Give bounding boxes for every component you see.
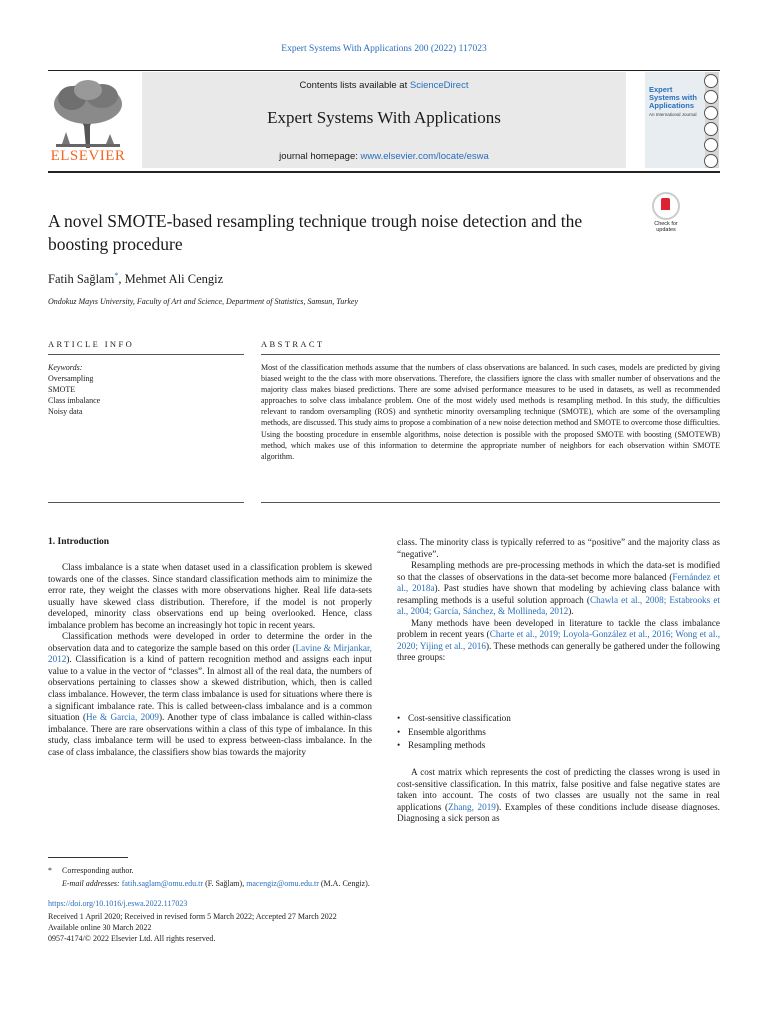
citation-link[interactable]: Lavine & Mirjankar, 2012: [48, 642, 372, 665]
email-note: [62, 879, 370, 889]
article-title: A novel SMOTE-based resampling technique trough noise detection and the boosting procedure: [48, 211, 583, 254]
affiliation: Ondokuz Mayıs University, Faculty of Art and Science, Department of Statistics, Samsun, Turkey: [48, 297, 359, 306]
abstract-label: ABSTRACT: [261, 339, 325, 349]
journal-reference[interactable]: Expert Systems With Applications 200 (2022) 117023: [281, 44, 487, 54]
footnote-rule: [48, 857, 128, 858]
email-owner: (F. Sağlam),: [203, 879, 247, 888]
corresponding-author-note: [48, 866, 134, 876]
text-run: ). Examples of these conditions include disease diagnoses. Diagnosing a sick person as: [397, 801, 720, 824]
text-run: ). Past studies have shown that modeling by achieving class balance with resampling methods is a useful solution approach (: [397, 583, 720, 605]
citation-link[interactable]: Fernández et al., 2018a: [397, 571, 720, 594]
paragraph: [397, 618, 720, 664]
cover-title-text: Expert Systems with Applications: [649, 85, 697, 110]
publisher-name: ELSEVIER: [50, 148, 126, 164]
citation-link[interactable]: Chawla et al., 2008; Estabrooks et al., 2004; García, Sánchez, & Mollineda, 2012: [397, 594, 720, 617]
contents-line: [142, 80, 626, 91]
keyword: Oversampling: [48, 374, 94, 383]
keyword: Noisy data: [48, 407, 83, 416]
citation-link[interactable]: Zhang, 2019: [448, 801, 496, 812]
homepage-line: [142, 151, 626, 162]
check-updates-label: Check for updates: [654, 221, 678, 233]
cover-subtitle: An International Journal: [649, 112, 697, 117]
corresponding-label: Corresponding author.: [62, 866, 134, 875]
homepage-prefix: journal homepage:: [279, 151, 361, 162]
article-info-label: ARTICLE INFO: [48, 339, 135, 349]
cover-icons: [704, 74, 718, 168]
abstract-rule: [261, 354, 720, 355]
methods-list: [397, 712, 511, 753]
sciencedirect-link[interactable]: ScienceDirect: [409, 80, 469, 91]
author-line: [48, 271, 223, 287]
cover-title: [649, 86, 701, 117]
email-label: E-mail addresses:: [62, 879, 122, 888]
doi-link[interactable]: https://doi.org/10.1016/j.eswa.2022.117023: [48, 899, 188, 908]
journal-title: Expert Systems With Applications: [267, 108, 501, 127]
text-run: ).: [568, 606, 574, 617]
header-bottom-rule: [48, 171, 720, 173]
text-run: A cost matrix which represents the cost of predicting the classes wrong is used in cost-sensitive classification. In this matrix, false positive and false negative states are taken into account. The costs of two classes are usually not the same in real applications (: [397, 767, 720, 812]
footnote-mark: *: [48, 866, 52, 875]
citation-link[interactable]: He & Garcia, 2009: [86, 712, 159, 723]
text-run: ). Another type of class imbalance is called within-class imbalance. There are rare observations within a class of this type of imbalance. In this study, class imbalance term will be used to express between-class imbalance. In the case of class imbalance, the classifiers show bias towards the majority: [48, 712, 372, 757]
received-dates: Received 1 April 2020; Received in revised form 5 March 2022; Accepted 27 March 2022: [48, 912, 337, 921]
list-item: • Cost-sensitive classification: [397, 712, 511, 726]
available-online: Available online 30 March 2022: [48, 923, 152, 932]
text-run: Resampling methods are pre-processing methods in which the data-set is modified so that the classes of observations in the data-set become more balanced (: [397, 560, 720, 582]
right-column-top: [397, 537, 720, 664]
paragraph: [48, 631, 372, 758]
citation-link[interactable]: Charte et al., 2019; Loyola-González et al., 2016; Wong et al., 2020; Yijing et al., 2016: [397, 629, 720, 651]
paragraph: Class imbalance is a state when dataset used in a classification problem is skewed towards one of the classes. Since standard classification methods aim to minimize the error rate, they weight the classes with more observations higher. Real life data-sets usually have skewed class distribution. Therefore, if the model is not properly developed, minority class observations end up being overlooked. Hence, class imbalance problem has become an increasingly hot topic in recent years.: [48, 562, 372, 630]
bookmark-icon: [652, 192, 680, 220]
paragraph: class. The minority class is typically referred to as “positive” and the majority class as “negative”.: [397, 537, 720, 559]
journal-cover-image: [645, 72, 719, 168]
left-column: [48, 562, 372, 758]
email-owner: (M.A. Cengiz).: [318, 879, 370, 888]
article-info-rule: [48, 354, 244, 355]
abstract-bottom-rule: [261, 502, 720, 503]
section-heading-introduction: 1. Introduction: [48, 537, 110, 547]
email-link[interactable]: macengiz@omu.edu.tr: [246, 879, 319, 888]
author-1: Fatih Sağlam: [48, 272, 115, 287]
paragraph: [397, 560, 720, 618]
text-run: ). These methods can generally be gathered under the following three groups:: [397, 640, 721, 663]
header-top-rule: [48, 70, 720, 71]
keyword: Class imbalance: [48, 396, 101, 405]
text-run: Many methods have been developed in literature to tackle the class imbalance problem in recent years (: [397, 617, 720, 640]
paragraph: [397, 767, 720, 825]
right-column-bottom: [397, 767, 720, 825]
email-link[interactable]: fatih.saglam@omu.edu.tr: [121, 879, 204, 888]
author-2: Mehmet Ali Cengiz: [124, 272, 224, 287]
author-separator: ,: [118, 272, 125, 287]
homepage-link[interactable]: www.elsevier.com/locate/eswa: [360, 151, 489, 162]
article-info-bottom-rule: [48, 502, 244, 503]
text-run: Classification methods were developed in order to determine the order in the observation data and to categorize the sample based on this order (: [48, 631, 372, 653]
abstract-text: Most of the classification methods assume that the numbers of class observations are balanced. In such cases, models are predicted by giving biased weight to the the class with more observations. Therefore, the classifiers ignore the class with smaller number of observations and the majority class makes biased predictions. There are some advised performance measures to be used in datasets, as well as recommended approaches to solve class imbalance problem. One of the most widely used methods is resampling method. In this study, the difficulties relevant to random oversampling (ROS) and synthetic minority oversampling technique (SMOTE), which are some of the oversampling methods, are discussed. This study aims to propose a combination of a new noise detection method and SMOTE to overcome those difficulties. Using the boosting procedure in ensemble algorithms, noise detection is possible with the proposed SMOTE with boosting (SMOTEWB) method, which makes use of this information to determine the appropriate number of neighbors for each observation within SMOTE algorithm.: [261, 363, 720, 461]
text-run: ). Classification is a kind of pattern recognition method and assigns each input value to a value in the vector of “classes”. In almost all of the real data, the numbers of observations pertaining to classes show a skewed distribution, which, then is called class imbalance. However, the term class imbalance is used for situations where there is a significant imbalance rate. This is called between-class imbalance and is a common situation (: [48, 654, 372, 723]
list-item: • Ensemble algorithms: [397, 726, 511, 740]
corresponding-author-mark[interactable]: *: [114, 271, 119, 280]
keywords-block: [48, 362, 100, 417]
list-item: • Resampling methods: [397, 739, 511, 753]
contents-prefix: Contents lists available at: [299, 80, 410, 91]
check-for-updates-button[interactable]: [650, 192, 682, 232]
copyright: 0957-4174/© 2022 Elsevier Ltd. All rights reserved.: [48, 934, 216, 943]
keywords-label: Keywords:: [48, 363, 83, 372]
keyword: SMOTE: [48, 385, 76, 394]
